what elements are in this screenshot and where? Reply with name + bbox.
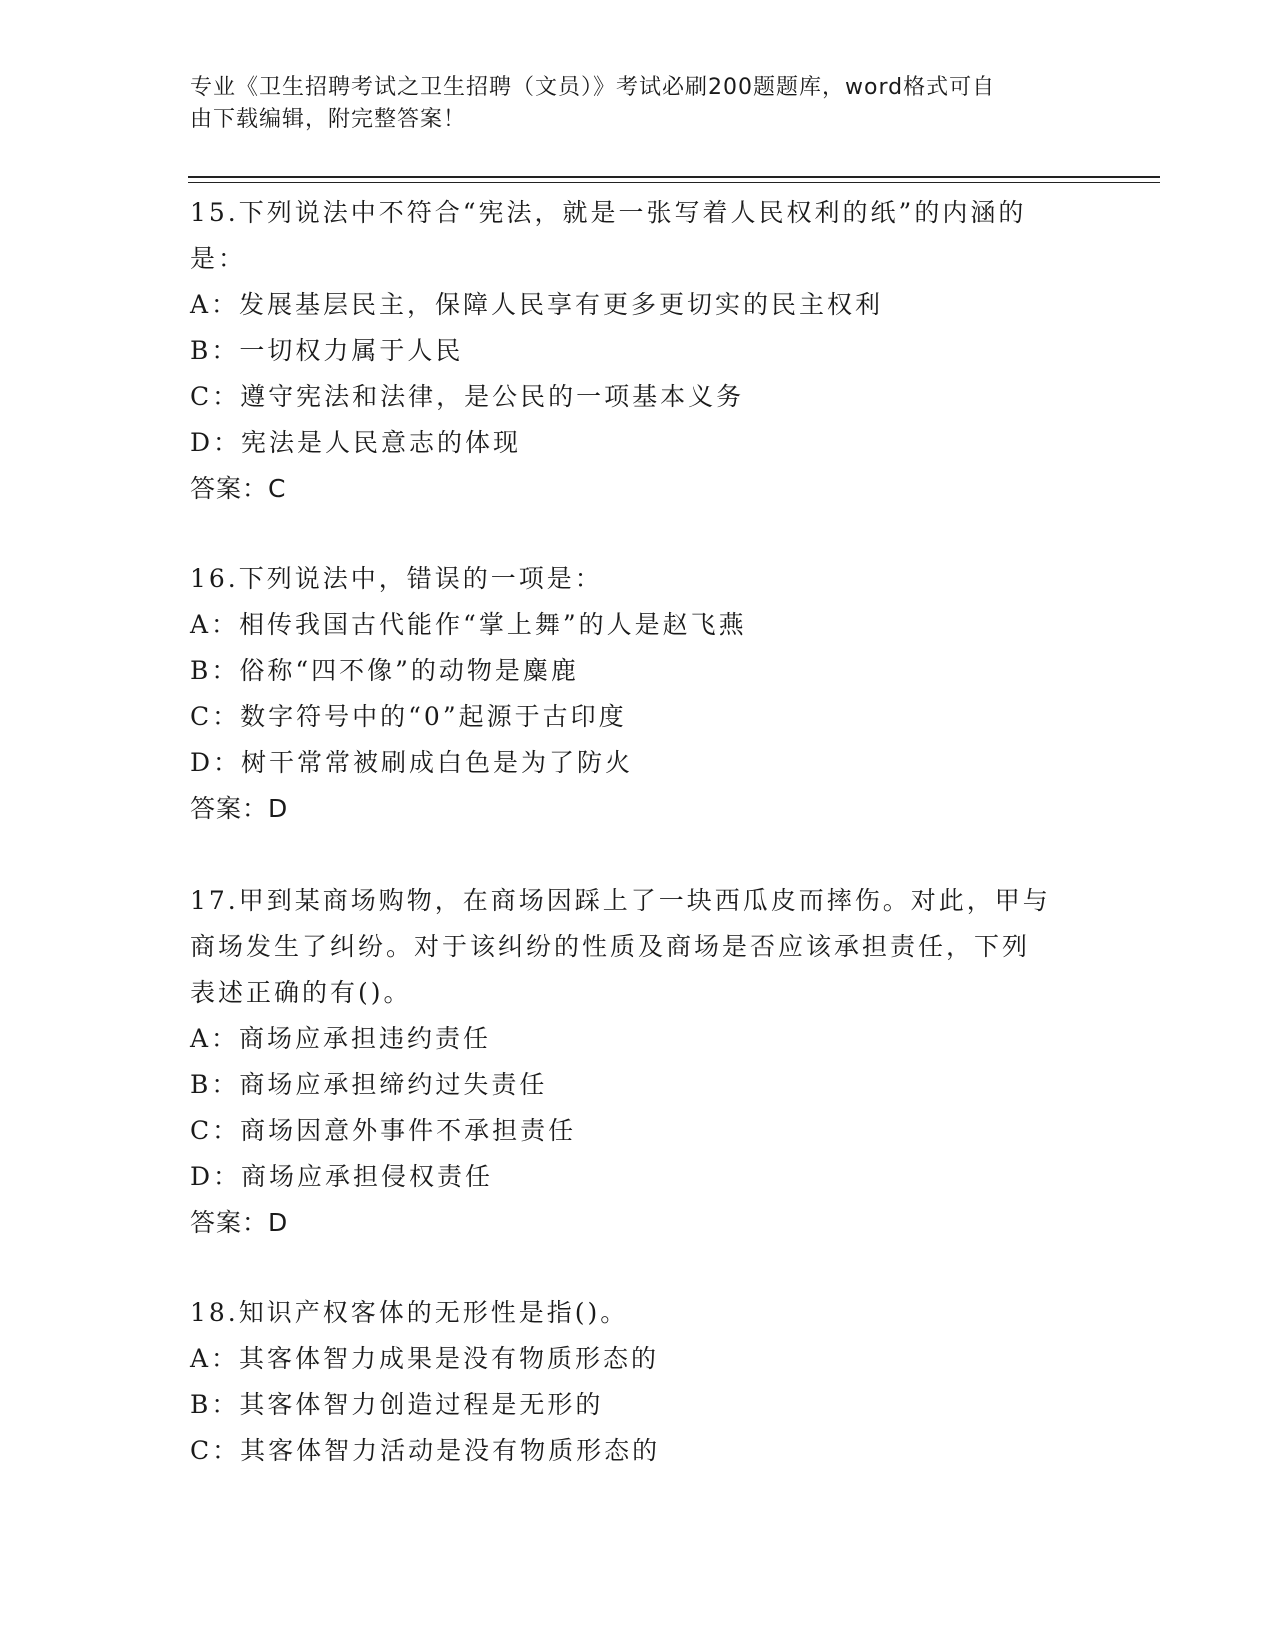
option-a: A：商场应承担违约责任 <box>190 1024 492 1053</box>
document-header <box>190 72 1090 136</box>
option-a: A：相传我国古代能作“掌上舞”的人是赵飞燕 <box>190 610 747 639</box>
option-a: A：发展基层民主，保障人民享有更多更切实的民主权利 <box>190 290 884 319</box>
question-stem: 15.下列说法中不符合“宪法，就是一张写着人民权利的纸”的内涵的 <box>190 198 1027 227</box>
option-d: D：宪法是人民意志的体现 <box>190 428 522 457</box>
option-b: B：俗称“四不像”的动物是麋鹿 <box>190 656 579 685</box>
question-stem: 18.知识产权客体的无形性是指()。 <box>190 1298 629 1327</box>
question-stem: 16.下列说法中，错误的一项是： <box>190 564 603 593</box>
option-c: C：其客体智力活动是没有物质形态的 <box>190 1436 661 1465</box>
question-stem-cont: 表述正确的有()。 <box>190 978 412 1007</box>
option-d: D：树干常常被刷成白色是为了防火 <box>190 748 634 777</box>
option-b: B：一切权力属于人民 <box>190 336 464 365</box>
question-stem-cont: 是： <box>190 244 247 273</box>
header-line-2: 由下载编辑，附完整答案！ <box>190 107 467 132</box>
question-16 <box>190 556 1090 832</box>
question-stem-cont: 商场发生了纠纷。对于该纠纷的性质及商场是否应该承担责任，下列 <box>190 932 1031 961</box>
option-b: B：商场应承担缔约过失责任 <box>190 1070 548 1099</box>
option-d: D：商场应承担侵权责任 <box>190 1162 494 1191</box>
option-b: B：其客体智力创造过程是无形的 <box>190 1390 604 1419</box>
question-18 <box>190 1290 1090 1474</box>
option-c: C：数字符号中的“0”起源于古印度 <box>190 702 627 731</box>
header-divider-thin <box>188 182 1160 183</box>
header-line-1: 专业《卫生招聘考试之卫生招聘（文员）》考试必刷200题题库，word格式可自 <box>190 75 996 100</box>
answer-line: 答案：D <box>190 1208 289 1237</box>
header-divider-thick <box>188 176 1160 178</box>
option-a: A：其客体智力成果是没有物质形态的 <box>190 1344 660 1373</box>
option-c: C：遵守宪法和法律，是公民的一项基本义务 <box>190 382 745 411</box>
option-c: C：商场因意外事件不承担责任 <box>190 1116 577 1145</box>
answer-line: 答案：C <box>190 474 287 503</box>
answer-line: 答案：D <box>190 794 289 823</box>
question-17 <box>190 878 1090 1246</box>
question-15 <box>190 190 1090 512</box>
question-stem: 17.甲到某商场购物，在商场因踩上了一块西瓜皮而摔伤。对此，甲与 <box>190 886 1051 915</box>
